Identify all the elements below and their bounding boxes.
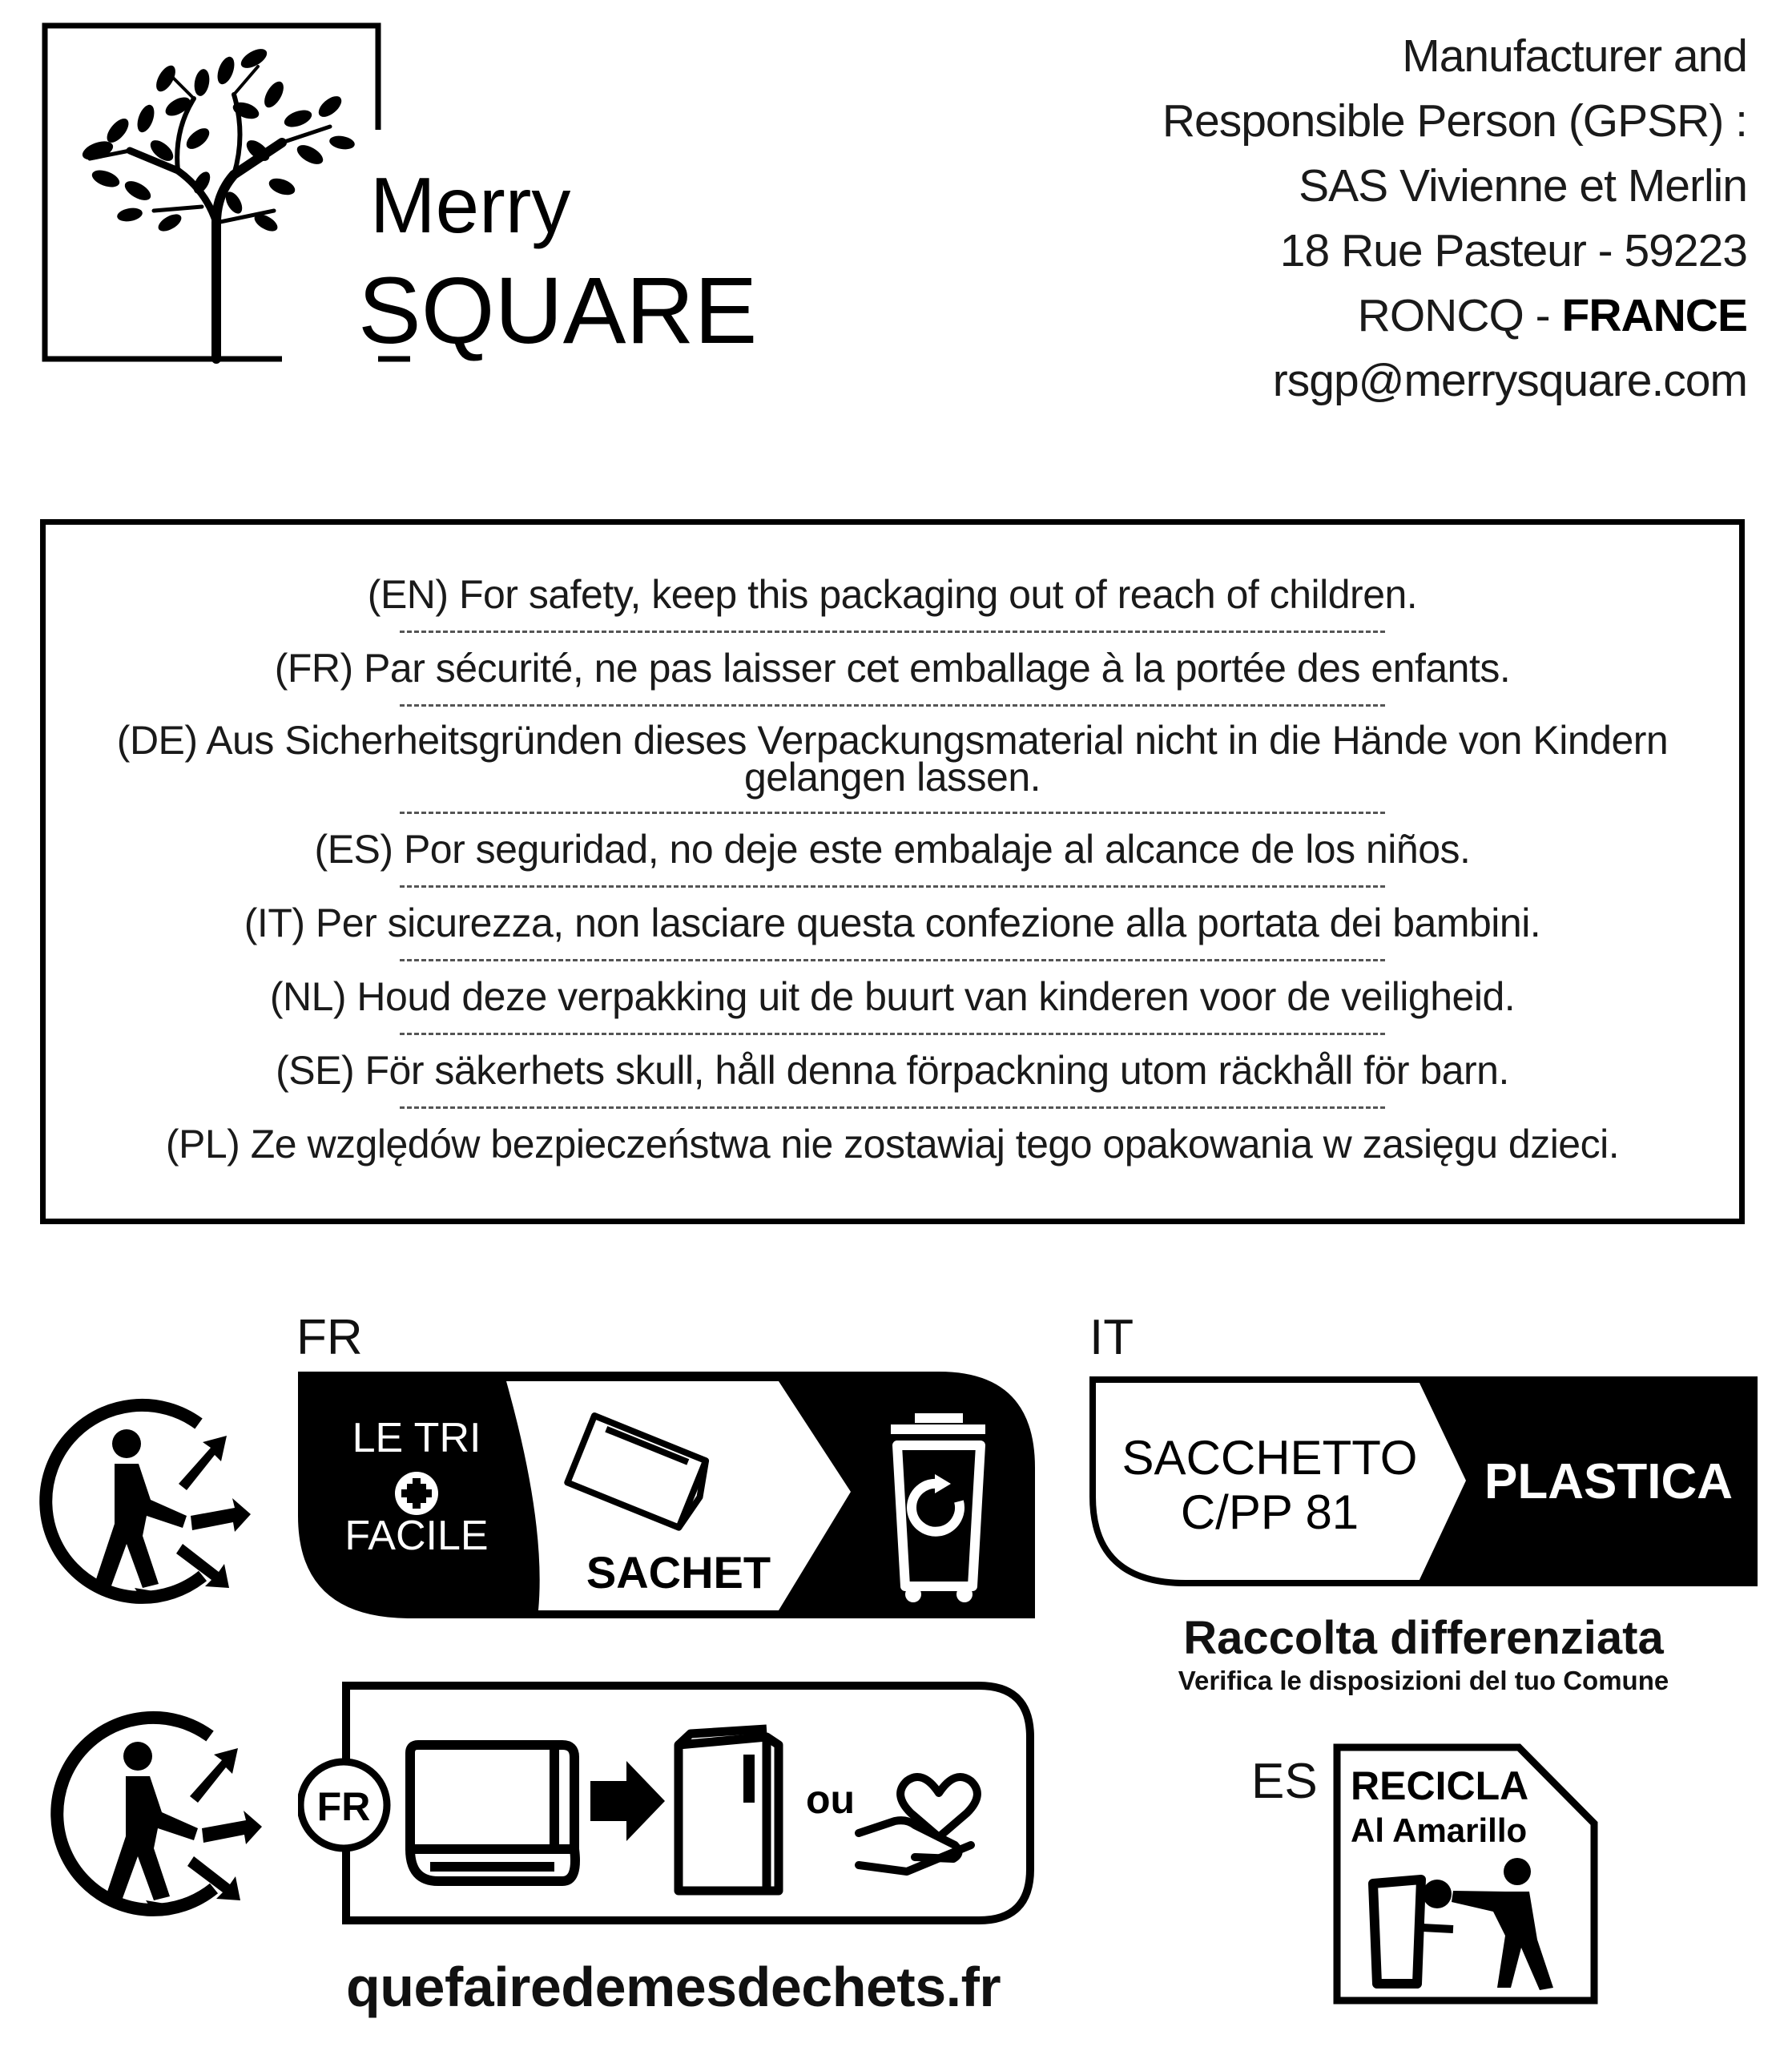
it-caption: [1089, 1612, 1758, 1697]
fr-sorting-banner: [298, 1372, 1035, 1618]
it-material: PLASTICA: [1484, 1454, 1733, 1509]
warning-it: (IT) Per sicurezza, non lasciare questa confezione alla portata dei bambini.: [244, 901, 1541, 945]
separator: [46, 869, 1739, 903]
warning-fr: (FR) Par sécurité, ne pas laisser cet emballage à la portée des enfants.: [274, 646, 1511, 691]
triman-icon: [50, 1708, 262, 1920]
manufacturer-email: rsgp@merrysquare.com: [1272, 355, 1747, 406]
website-link[interactable]: quefairedemesdechets.fr: [346, 1956, 1001, 2018]
brand-name-line1: Merry: [370, 161, 571, 249]
manufacturer-line2: Responsible Person (GPSR) :: [1162, 95, 1747, 147]
safety-warning-box: [40, 519, 1745, 1224]
warning-de: [46, 718, 1739, 800]
it-caption-title: Raccolta differenziata: [1183, 1612, 1664, 1664]
manufacturer-line1: Manufacturer and: [1402, 30, 1747, 82]
it-item-line2: C/PP 81: [1180, 1485, 1359, 1539]
warning-en: (EN) For safety, keep this packaging out of reach of children.: [367, 572, 1418, 617]
manufacturer-city-line: [1026, 284, 1747, 349]
it-country-label: IT: [1089, 1310, 1134, 1365]
or-text: ou: [806, 1777, 856, 1822]
manufacturer-city: RONCQ -: [1357, 290, 1562, 341]
brand-logo: [42, 22, 763, 367]
manufacturer-country: FRANCE: [1561, 290, 1747, 341]
banner-line1: LE TRI: [352, 1415, 481, 1461]
manufacturer-company: SAS Vivienne et Merlin: [1299, 160, 1747, 212]
it-caption-subtitle: Verifica le disposizioni del tuo Comune: [1178, 1666, 1669, 1695]
es-country-label: ES: [1251, 1754, 1318, 1809]
separator: [46, 1017, 1739, 1050]
warning-de-line1: (DE) Aus Sicherheitsgründen dieses Verpackungsmaterial nicht in die Hände von Kindern: [116, 718, 1669, 763]
warning-nl: (NL) Houd deze verpakking uit de buurt van kinderen voor de veiligheid.: [269, 974, 1516, 1019]
fr-textile-box: [298, 1681, 1035, 1925]
warning-se: (SE) För säkerhets skull, håll denna förpackning utom räckhåll för barn.: [276, 1048, 1509, 1093]
es-recycle-label: [1333, 1743, 1599, 2005]
warning-de-line2: gelangen lassen.: [743, 755, 1041, 800]
separator: [46, 943, 1739, 977]
fr-badge: FR: [316, 1784, 371, 1829]
banner-line2: FACILE: [344, 1513, 489, 1559]
warning-pl: (PL) Ze względów bezpieczeństwa nie zostawiaj tego opakowania w zasięgu dzieci.: [165, 1122, 1620, 1167]
es-line1: RECICLA: [1351, 1763, 1529, 1808]
separator: [46, 1090, 1739, 1124]
fr-country-label: FR: [296, 1310, 363, 1365]
triman-icon: [38, 1396, 251, 1608]
it-item-line1: SACCHETTO: [1122, 1431, 1418, 1485]
it-material-label: [1089, 1376, 1758, 1586]
banner-item: SACHET: [586, 1547, 771, 1598]
brand-name-line2: SQUARE: [358, 258, 758, 364]
manufacturer-street: 18 Rue Pasteur - 59223: [1279, 225, 1747, 276]
separator: [46, 796, 1739, 829]
separator: [46, 688, 1739, 722]
tree-square-logo: [42, 22, 763, 367]
manufacturer-info: [1026, 24, 1747, 413]
separator: [46, 614, 1739, 648]
warning-es: (ES) Por seguridad, no deje este embalaje al alcance de los niños.: [314, 827, 1471, 872]
es-line2: Al Amarillo: [1351, 1811, 1528, 1849]
